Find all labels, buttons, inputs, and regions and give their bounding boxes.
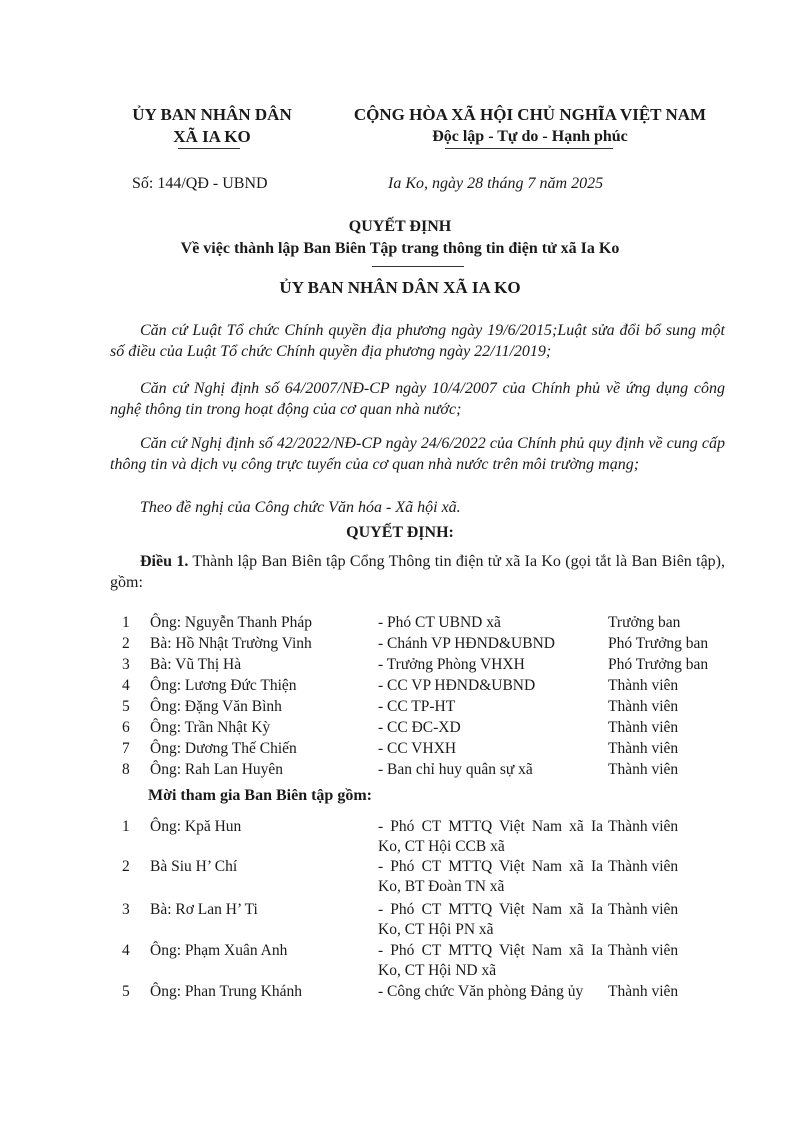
org-line-1: ỦY BAN NHÂN DÂN bbox=[132, 105, 292, 124]
invited-position: - Phó CT MTTQ Việt Nam xã Ia Ko, BT Đoàn TN xã bbox=[378, 858, 603, 895]
member-role: Phó Trưởng ban bbox=[608, 635, 709, 652]
member-position: - Phó CT UBND xã bbox=[378, 614, 501, 631]
member-name: Ông: Nguyễn Thanh Pháp bbox=[150, 614, 313, 631]
member-role: Thành viên bbox=[608, 677, 679, 694]
invited-role: Thành viên bbox=[608, 858, 679, 875]
issuing-authority: ỦY BAN NHÂN DÂN XÃ IA KO bbox=[279, 278, 521, 297]
member-role: Thành viên bbox=[608, 719, 679, 736]
invited-name: Bà: Rơ Lan H’ Ti bbox=[150, 901, 258, 918]
invited-heading: Mời tham gia Ban Biên tập gồm: bbox=[148, 787, 372, 804]
invited-name: Bà Siu H’ Chí bbox=[150, 858, 238, 875]
member-role: Thành viên bbox=[608, 698, 679, 715]
invited-position: - Phó CT MTTQ Việt Nam xã Ia Ko, CT Hội PN xã bbox=[378, 901, 603, 938]
invited-name: Ông: Phan Trung Khánh bbox=[150, 983, 303, 1000]
invited-role: Thành viên bbox=[608, 818, 679, 835]
preamble-1: Căn cứ Luật Tổ chức Chính quyền địa phương ngày 19/6/2015;Luật sửa đổi bổ sung một số điều của Luật Tổ chức Chính quyền địa phương ngày 22/11/2019; bbox=[110, 322, 725, 360]
member-name: Ông: Đặng Văn Bình bbox=[150, 698, 282, 715]
member-position: - Ban chỉ huy quân sự xã bbox=[378, 761, 533, 778]
member-number: 7 bbox=[122, 740, 130, 757]
member-role: Phó Trưởng ban bbox=[608, 656, 709, 673]
invited-name: Ông: Kpă Hun bbox=[150, 818, 242, 835]
article-1-text: Thành lập Ban Biên tập Cổng Thông tin điện tử xã Ia Ko (gọi tắt là Ban Biên tập), gồm: bbox=[110, 553, 726, 591]
member-number: 3 bbox=[122, 656, 130, 673]
member-position: - CC ĐC-XD bbox=[378, 719, 461, 736]
invited-number: 5 bbox=[122, 983, 130, 1000]
member-name: Ông: Dương Thế Chiến bbox=[150, 740, 297, 757]
org-underline bbox=[178, 148, 240, 149]
invited-role: Thành viên bbox=[608, 942, 679, 959]
issuing-organization bbox=[112, 104, 312, 148]
preamble-3: Căn cứ Nghị định số 42/2022/NĐ-CP ngày 24/6/2022 của Chính phủ quy định về cung cấp thông tin và dịch vụ công trực tuyến của cơ quan nhà nước trên môi trường mạng; bbox=[110, 435, 725, 473]
motto-underline bbox=[445, 148, 613, 149]
member-number: 4 bbox=[122, 677, 130, 694]
date-line: Ia Ko, ngày 28 tháng 7 năm 2025 bbox=[388, 175, 604, 192]
member-name: Bà: Vũ Thị Hà bbox=[150, 656, 242, 673]
document-title: QUYẾT ĐỊNH bbox=[348, 218, 452, 235]
article-1 bbox=[110, 551, 725, 593]
invited-position: - Phó CT MTTQ Việt Nam xã Ia Ko, CT Hội ND xã bbox=[378, 942, 603, 979]
decision-heading: QUYẾT ĐỊNH: bbox=[346, 524, 454, 541]
document-subject: Về việc thành lập Ban Biên Tập trang thông tin điện tử xã Ia Ko bbox=[180, 240, 620, 257]
member-number: 2 bbox=[122, 635, 130, 652]
national-motto: Độc lập - Tự do - Hạnh phúc bbox=[432, 128, 628, 145]
invited-position: - Công chức Văn phòng Đảng ủy bbox=[378, 983, 584, 1000]
invited-number: 4 bbox=[122, 942, 130, 959]
country-name: CỘNG HÒA XÃ HỘI CHỦ NGHĨA VIỆT NAM bbox=[353, 105, 707, 124]
invited-role: Thành viên bbox=[608, 983, 679, 1000]
member-number: 8 bbox=[122, 761, 130, 778]
preamble-2: Căn cứ Nghị định số 64/2007/NĐ-CP ngày 10/4/2007 của Chính phủ về ứng dụng công nghệ thông tin trong hoạt động của cơ quan nhà nước; bbox=[110, 380, 725, 418]
member-position: - Chánh VP HĐND&UBND bbox=[378, 635, 555, 652]
invited-role: Thành viên bbox=[608, 901, 679, 918]
document-number: Số: 144/QĐ - UBND bbox=[132, 175, 268, 192]
member-position: - CC VP HĐND&UBND bbox=[378, 677, 536, 694]
member-role: Thành viên bbox=[608, 761, 679, 778]
member-position: - CC TP-HT bbox=[378, 698, 456, 715]
invited-number: 3 bbox=[122, 901, 130, 918]
member-name: Bà: Hồ Nhật Trường Vinh bbox=[150, 635, 312, 652]
invited-number: 2 bbox=[122, 858, 130, 875]
member-role: Thành viên bbox=[608, 740, 679, 757]
member-name: Ông: Trần Nhật Kỳ bbox=[150, 719, 271, 736]
article-1-label: Điều 1. bbox=[140, 553, 189, 570]
member-position: - Trưởng Phòng VHXH bbox=[378, 656, 525, 673]
title-underline bbox=[372, 266, 464, 267]
invited-position: - Phó CT MTTQ Việt Nam xã Ia Ko, CT Hội CCB xã bbox=[378, 818, 603, 855]
member-name: Ông: Rah Lan Huyên bbox=[150, 761, 284, 778]
org-line-2: XÃ IA KO bbox=[173, 127, 251, 146]
member-number: 1 bbox=[122, 614, 130, 631]
invited-number: 1 bbox=[122, 818, 130, 835]
preamble-4: Theo đề nghị của Công chức Văn hóa - Xã hội xã. bbox=[140, 499, 461, 516]
national-header bbox=[330, 104, 730, 148]
member-position: - CC VHXH bbox=[378, 740, 457, 757]
member-name: Ông: Lương Đức Thiện bbox=[150, 677, 297, 694]
member-number: 5 bbox=[122, 698, 130, 715]
member-number: 6 bbox=[122, 719, 130, 736]
member-role: Trưởng ban bbox=[608, 614, 681, 631]
invited-name: Ông: Phạm Xuân Anh bbox=[150, 942, 288, 959]
